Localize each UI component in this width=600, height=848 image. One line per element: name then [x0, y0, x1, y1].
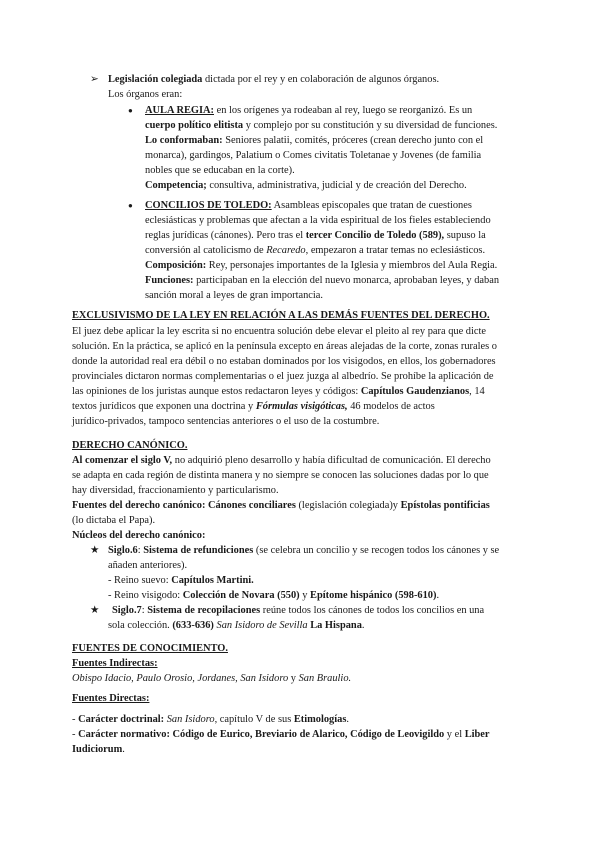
aula-regia-line-1 — [145, 104, 472, 118]
siglo7-line-2 — [108, 619, 365, 633]
siglo6-line-2: añaden anteriores). — [108, 560, 188, 571]
toledo-line-3 — [145, 229, 486, 243]
toledo-line-6 — [145, 274, 499, 288]
canonico-line-4 — [72, 499, 490, 513]
directas-term: Iudiciorum — [72, 744, 123, 755]
exclusivismo-line-3: donde la autoridad real era débil o no estaban dominados por los visigodos, en ellos, los gobernadores — [72, 356, 496, 367]
aula-regia-term: Competencia; — [145, 180, 207, 191]
canonico-term: Fuentes del derecho canónico: Cánones conciliares — [72, 500, 296, 511]
exclusivismo-line-4: provinciales dictaron normas complementarias o el juez juzga al albedrío. Se prohíbe la aplicación de — [72, 371, 494, 382]
aula-regia-text: Seniores palatii, comités, próceres (crean derecho junto con el — [222, 135, 484, 146]
aula-regia-line-4: monarca), gardingos, Palatium o Comes civitatis Toletanae y Jovenes (de familia — [145, 150, 482, 161]
bullet-dot-icon: ● — [128, 106, 133, 115]
aula-regia-term: Lo conformaban: — [145, 135, 223, 146]
toledo-line-4 — [145, 244, 485, 258]
aula-regia-text: consultiva, administrativa, judicial y de creación del Derecho. — [206, 180, 467, 191]
siglo7-term: Sistema de recopilaciones — [147, 605, 261, 616]
directas-text: - — [72, 714, 79, 725]
toledo-text: supuso la — [444, 230, 486, 241]
siglo6-text: . — [436, 590, 440, 601]
directas-text: y el — [444, 729, 465, 740]
directas-term: Carácter doctrinal: — [78, 714, 165, 725]
directas-line-1 — [72, 713, 349, 727]
nucleos-term: Núcleos del derecho canónico: — [72, 530, 206, 541]
arrow-bullet-icon: ➢ — [90, 74, 99, 85]
siglo6-term: Colección de Novara (550) — [182, 590, 300, 601]
exclusivismo-text: 46 modelos de actos — [347, 401, 435, 412]
siglo6-term: Epítome hispánico (598-610) — [310, 590, 437, 601]
directas-text: , capítulo V de sus — [214, 714, 294, 725]
exclusivismo-line-1: El juez debe aplicar la ley escrita si no encuentra solución debe elevar el pleito al rey para que dicte — [72, 326, 486, 337]
directas-text: - — [72, 729, 79, 740]
toledo-text: reglas jurídicas (cánones). Pero tras el — [145, 230, 306, 241]
exclusivismo-text: , 14 — [469, 386, 485, 397]
canonico-line-6 — [72, 529, 205, 543]
toledo-text: participaban en la elección del nuevo monarca, aprobaban leyes, y daban — [193, 275, 500, 286]
siglo7-text: : — [141, 605, 148, 616]
directas-text: . — [122, 744, 125, 755]
canonico-line-3: hay diversidad, fraccionamiento y particularismo. — [72, 485, 279, 496]
star-bullet-icon: ★ — [90, 545, 100, 556]
aula-regia-line-5: nobles que se educaban en la corte). — [145, 165, 295, 176]
siglo6-line-4 — [108, 589, 439, 603]
canonico-line-2: se adapta en cada región de distinta manera y no siempre se conocen las soluciones dadas por lo que — [72, 470, 489, 481]
canonico-term: Epístolas pontificias — [400, 500, 490, 511]
canonico-text: no adquirió pleno desarrollo y había dificultad de comunicación. El derecho — [172, 455, 491, 466]
exclusivismo-heading: EXCLUSIVISMO DE LA LEY EN RELACIÓN A LAS DEMÁS FUENTES DEL DERECHO. — [72, 310, 490, 321]
star-bullet-icon: ★ — [90, 605, 100, 616]
toledo-line-5 — [145, 259, 497, 273]
aula-regia-line-3 — [145, 134, 483, 148]
siglo6-text: - Reino suevo: — [108, 575, 172, 586]
exclusivismo-line-2: solución. En la práctica, se aplicó en la península excepto en áreas alejadas de la corte, zonas rurales o — [72, 341, 497, 352]
siglo7-line-1 — [112, 604, 484, 618]
siglo6-line-3 — [108, 574, 254, 588]
exclusivismo-term: Fórmulas visigóticas, — [255, 401, 348, 412]
siglo7-italic: San Isidoro de Sevilla — [213, 620, 308, 631]
aula-regia-text: en los orígenes ya rodeaban al rey, luego se reorganizó. Es un — [214, 105, 473, 116]
siglo6-text: : — [137, 545, 144, 556]
siglo6-term: Siglo.6 — [108, 545, 138, 556]
directas-term: Etimologías — [293, 714, 347, 725]
exclusivismo-line-5 — [72, 385, 485, 399]
directas-term: Carácter normativo: Código de Eurico, Breviario de Alarico, Código de Leovigildo — [78, 729, 445, 740]
aula-regia-title: AULA REGIA: — [145, 105, 214, 116]
toledo-term: tercer Concilio de Toledo (589), — [305, 230, 445, 241]
siglo6-term: Capítulos Martini. — [171, 575, 254, 586]
aula-regia-line-2 — [145, 119, 497, 133]
siglo7-term: (633-636) — [172, 620, 214, 631]
aula-regia-line-6 — [145, 179, 467, 193]
canonico-text: (legislación colegiada)y — [295, 500, 401, 511]
fuentes-indirectas-heading: Fuentes Indirectas: — [72, 658, 158, 669]
siglo6-line-1 — [108, 544, 499, 558]
directas-line-2 — [72, 728, 490, 742]
indirectas-text: y — [288, 673, 299, 684]
toledo-italic: Recaredo — [266, 245, 306, 256]
siglo7-term: La Hispana — [307, 620, 362, 631]
exclusivismo-term: Capítulos Gaudenzianos — [360, 386, 470, 397]
siglo6-text: (se celebra un concilio y se recogen todos los cánones y se — [253, 545, 500, 556]
toledo-line-1 — [145, 199, 472, 213]
exclusivismo-line-6 — [72, 400, 435, 414]
fuentes-directas-heading: Fuentes Directas: — [72, 693, 150, 704]
directas-term: Liber — [464, 729, 490, 740]
canonico-line-1 — [72, 454, 491, 468]
siglo7-text: sola colección. — [108, 620, 173, 631]
exclusivismo-text: textos jurídicos que exponen una doctrina y — [72, 401, 256, 412]
directas-text: . — [346, 714, 349, 725]
derecho-canonico-heading: DERECHO CANÓNICO. — [72, 440, 188, 451]
legislacion-line — [108, 73, 439, 87]
directas-line-3 — [72, 743, 125, 757]
toledo-title: CONCILIOS DE TOLEDO: — [145, 200, 272, 211]
directas-italic: San Isidoro — [164, 714, 215, 725]
aula-regia-text: y complejo por su constitución y su diversidad de funciones. — [243, 120, 498, 131]
toledo-text: conversión al catolicismo de — [145, 245, 267, 256]
aula-regia-term: cuerpo político elitista — [145, 120, 244, 131]
siglo6-term: Sistema de refundiciones — [143, 545, 254, 556]
legislacion-text: dictada por el rey y en colaboración de algunos órganos. — [202, 74, 440, 85]
indirectas-italic: San Braulio. — [298, 673, 352, 684]
fuentes-conocimiento-heading: FUENTES DE CONOCIMIENTO. — [72, 643, 228, 654]
siglo7-text: reúne todos los cánones de todos los concilios en una — [260, 605, 485, 616]
bullet-dot-icon: ● — [128, 201, 133, 210]
canonico-term: Al comenzar el siglo V, — [72, 455, 173, 466]
toledo-line-7: sanción moral a leyes de gran importancia. — [145, 290, 324, 301]
siglo6-text: - Reino visigodo: — [108, 590, 183, 601]
exclusivismo-line-7: jurídico-privados, tampoco sentencias anteriores o el uso de la costumbre. — [72, 416, 380, 427]
toledo-text: Rey, personajes importantes de la Iglesia y miembros del Aula Regia. — [206, 260, 498, 271]
siglo7-text: . — [361, 620, 365, 631]
siglo6-text: y — [299, 590, 311, 601]
exclusivismo-text: las opiniones de los juristas aunque estos redactaron leyes y códigos: — [72, 386, 361, 397]
canonico-line-5: (lo dictaba el Papa). — [72, 515, 156, 526]
legislacion-term: Legislación colegiada — [108, 74, 203, 85]
siglo7-term: Siglo.7 — [112, 605, 142, 616]
toledo-line-2: eclesiásticas y problemas que afectan a la vida espiritual de los fieles estableciendo — [145, 215, 491, 226]
toledo-text: Asambleas episcopales que tratan de cuestiones — [271, 200, 472, 211]
organos-line: Los órganos eran: — [108, 89, 183, 100]
toledo-text: , empezaron a tratar temas no eclesiásticos. — [305, 245, 486, 256]
toledo-term: Funciones: — [145, 275, 194, 286]
toledo-term: Composición: — [145, 260, 207, 271]
indirectas-italic: Obispo Idacio, Paulo Orosio, Jordanes, San Isidoro — [72, 673, 289, 684]
fuentes-indirectas-line — [72, 672, 351, 686]
